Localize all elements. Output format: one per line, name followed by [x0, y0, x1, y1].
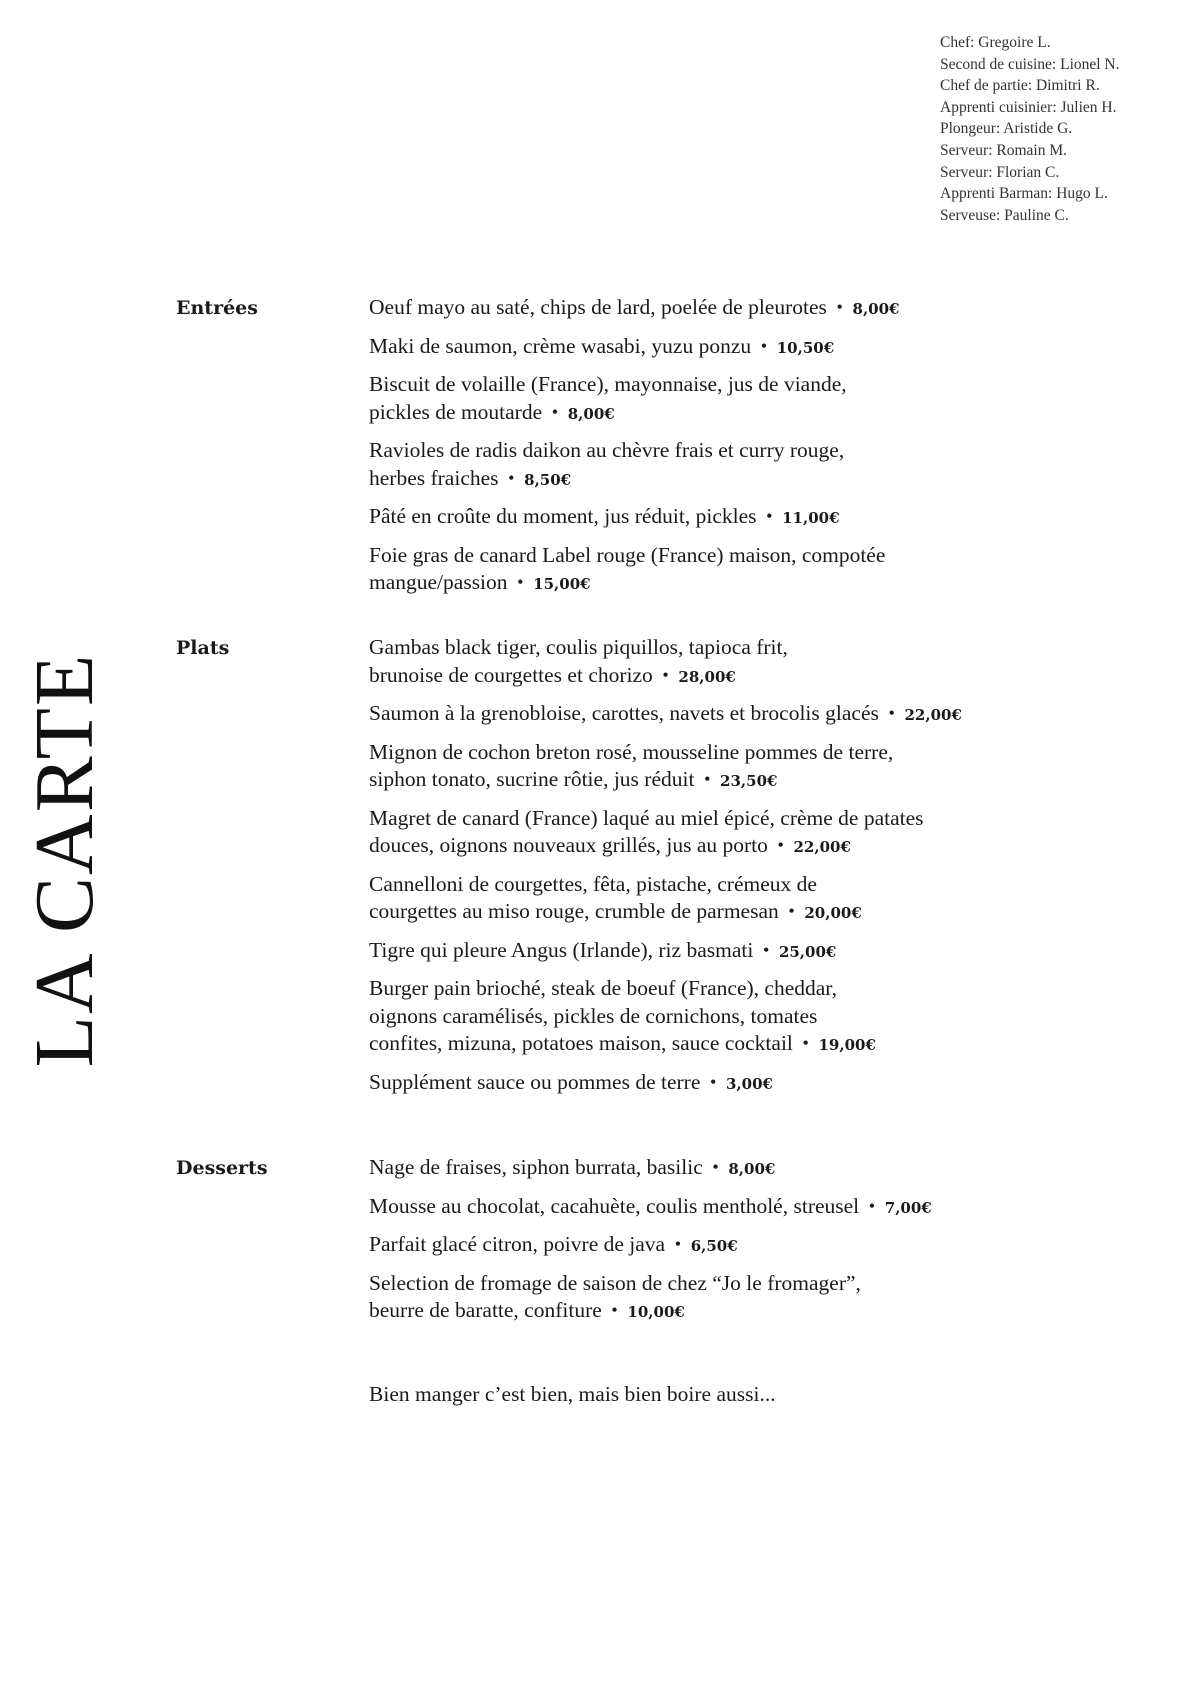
menu-item-description [369, 634, 1129, 662]
menu-item-description [369, 569, 1129, 599]
staff-member: Chef de partie: Dimitri R. [940, 77, 1100, 95]
menu-item-description [369, 739, 1129, 767]
menu-item-text: Parfait glacé citron, poivre de java [369, 1232, 666, 1256]
menu-item-text: Saumon à la grenobloise, carottes, navets et brocolis glacés [369, 701, 879, 725]
staff-list [940, 32, 1120, 226]
menu-item-price: 15,00€ [533, 575, 591, 593]
menu-item-description [369, 437, 1129, 465]
menu-item [369, 437, 1129, 494]
bullet-separator: • [508, 469, 515, 487]
menu-item-text: beurre de baratte, confiture [369, 1298, 602, 1322]
bullet-separator: • [675, 1236, 681, 1253]
menu-item-price: 19,00€ [818, 1036, 876, 1054]
section-title: Desserts [176, 1157, 268, 1179]
menu-item-description [369, 832, 1129, 862]
bullet-separator: • [704, 771, 711, 788]
menu-item [369, 294, 1129, 324]
menu-item-price: 8,50€ [524, 470, 572, 489]
menu-item-text: Pâté en croûte du moment, jus réduit, pickles [369, 504, 757, 528]
staff-member: Serveuse: Pauline C. [940, 206, 1069, 224]
bullet-separator: • [611, 1302, 618, 1319]
staff-member: Chef: Gregoire L. [940, 34, 1051, 51]
menu-item-price: 22,00€ [793, 838, 851, 856]
menu-item-price: 7,00€ [884, 1198, 932, 1217]
staff-member: Apprenti cuisinier: Julien H. [940, 98, 1117, 116]
menu-item-price: 6,50€ [690, 1237, 738, 1255]
staff-member: Plongeur: Aristide G. [940, 120, 1073, 138]
menu-item-text: Burger pain brioché, steak de boeuf (France), cheddar, [369, 976, 837, 1000]
section-items [369, 634, 1129, 1107]
bullet-separator: • [802, 1035, 809, 1052]
menu-item-price: 10,00€ [627, 1303, 685, 1321]
menu-item-text: siphon tonato, sucrine rôtie, jus réduit [369, 767, 695, 791]
menu-item [369, 871, 1129, 928]
menu-item-description [369, 542, 1129, 570]
menu-item-text: Maki de saumon, crème wasabi, yuzu ponzu [369, 333, 752, 358]
menu-item-text: Gambas black tiger, coulis piquillos, tapioca frit, [369, 635, 788, 659]
menu-item-description [369, 294, 1129, 324]
menu-item-text: mangue/passion [369, 570, 508, 594]
section-title: Entrées [176, 297, 258, 319]
menu-item-description [369, 1030, 1129, 1060]
menu-item-text: courgettes au miso rouge, crumble de parmesan [369, 899, 779, 923]
menu-item-price: 28,00€ [678, 667, 736, 686]
menu-item-text: brunoise de courgettes et chorizo [369, 662, 653, 687]
menu-item-description [369, 465, 1129, 495]
section-title: Plats [176, 637, 230, 659]
menu-item-description [369, 1270, 1129, 1298]
bullet-separator: • [888, 705, 895, 722]
footer-note: Bien manger c’est bien, mais bien boire aussi... [369, 1382, 776, 1406]
menu-item-text: Biscuit de volaille (France), mayonnaise, jus de viande, [369, 372, 847, 396]
menu-item-price: 22,00€ [904, 706, 962, 724]
staff-member: Apprenti Barman: Hugo L. [940, 185, 1108, 203]
menu-item-text: Ravioles de radis daikon au chèvre frais et curry rouge, [369, 438, 845, 462]
menu-item-description [369, 1297, 1129, 1327]
menu-item-price: 3,00€ [725, 1074, 773, 1093]
menu-item-description [369, 766, 1129, 796]
bullet-separator: • [517, 574, 524, 591]
menu-item-text: herbes fraiches [369, 465, 499, 490]
menu-item-text: Mignon de cochon breton rosé, mousseline pommes de terre, [369, 739, 894, 764]
menu-item-text: Foie gras de canard Label rouge (France) maison, compotée [369, 542, 886, 567]
menu-item-description [369, 937, 1129, 967]
menu-item-price: 11,00€ [782, 509, 840, 527]
staff-member: Serveur: Romain M. [940, 141, 1067, 159]
menu-item-description [369, 1193, 1129, 1223]
menu-item [369, 1069, 1129, 1099]
menu-item-price: 10,50€ [776, 338, 835, 357]
menu-item-description [369, 1231, 1129, 1261]
menu-item-description [369, 662, 1129, 692]
menu-item [369, 503, 1129, 533]
bullet-separator: • [763, 941, 769, 959]
bullet-separator: • [710, 1073, 716, 1091]
menu-item-description [369, 898, 1129, 928]
bullet-separator: • [788, 903, 795, 920]
bullet-separator: • [761, 337, 767, 355]
menu-item-text: Nage de fraises, siphon burrata, basilic [369, 1155, 703, 1179]
menu-item-description [369, 1069, 1129, 1099]
menu-item [369, 1154, 1129, 1184]
menu-item-price: 8,00€ [728, 1160, 776, 1178]
bullet-separator: • [552, 403, 558, 421]
section-items [369, 294, 1129, 608]
menu-item-text: Tigre qui pleure Angus (Irlande), riz basmati [369, 937, 754, 962]
menu-item-description [369, 371, 1129, 399]
menu-item-text: pickles de moutarde [369, 399, 543, 424]
menu-item [369, 700, 1129, 730]
menu-item-description [369, 805, 1129, 833]
menu-item-text: Selection de fromage de saison de chez “Jo le fromager”, [369, 1270, 861, 1295]
menu-item [369, 1270, 1129, 1327]
menu-item-description [369, 1154, 1129, 1184]
menu-item [369, 975, 1129, 1060]
menu-item [369, 371, 1129, 428]
menu-item [369, 1231, 1129, 1261]
menu-item-description [369, 333, 1129, 363]
menu-item-description [369, 975, 1129, 1003]
menu-item-description [369, 1003, 1129, 1031]
menu-item-description [369, 503, 1129, 533]
bullet-separator: • [777, 837, 784, 854]
menu-item-price: 8,00€ [852, 300, 900, 318]
menu-item [369, 1193, 1129, 1223]
menu-item-text: oignons caramélisés, pickles de cornichons, tomates [369, 1003, 818, 1028]
menu-item-text: confites, mizuna, potatoes maison, sauce cocktail [369, 1031, 793, 1055]
menu-item-description [369, 871, 1129, 899]
menu-item-text: Supplément sauce ou pommes de terre [369, 1069, 701, 1094]
menu-item [369, 739, 1129, 796]
menu-item-text: Oeuf mayo au saté, chips de lard, poelée de pleurotes [369, 295, 827, 319]
bullet-separator: • [662, 666, 669, 684]
bullet-separator: • [766, 508, 773, 525]
staff-member: Serveur: Florian C. [940, 163, 1060, 181]
menu-item-price: 25,00€ [778, 942, 837, 961]
menu-item-price: 8,00€ [567, 404, 615, 423]
menu-item [369, 805, 1129, 862]
menu-item-price: 20,00€ [804, 904, 862, 922]
menu-item-price: 23,50€ [720, 772, 778, 790]
bullet-separator: • [712, 1159, 719, 1176]
menu-item-text: douces, oignons nouveaux grillés, jus au porto [369, 833, 768, 857]
menu-title: LA CARTE [18, 652, 111, 1068]
menu-item [369, 634, 1129, 691]
staff-member: Second de cuisine: Lionel N. [940, 55, 1120, 73]
menu-item [369, 333, 1129, 363]
menu-item-description [369, 399, 1129, 429]
menu-item-text: Magret de canard (France) laqué au miel épicé, crème de patates [369, 805, 924, 830]
bullet-separator: • [836, 299, 843, 316]
menu-item [369, 542, 1129, 599]
section-items [369, 1154, 1129, 1336]
bullet-separator: • [869, 1197, 875, 1215]
menu-item [369, 937, 1129, 967]
menu-item-text: Cannelloni de courgettes, fêta, pistache, crémeux de [369, 871, 817, 896]
menu-item-description [369, 700, 1129, 730]
menu-item-text: Mousse au chocolat, cacahuète, coulis mentholé, streusel [369, 1193, 860, 1218]
